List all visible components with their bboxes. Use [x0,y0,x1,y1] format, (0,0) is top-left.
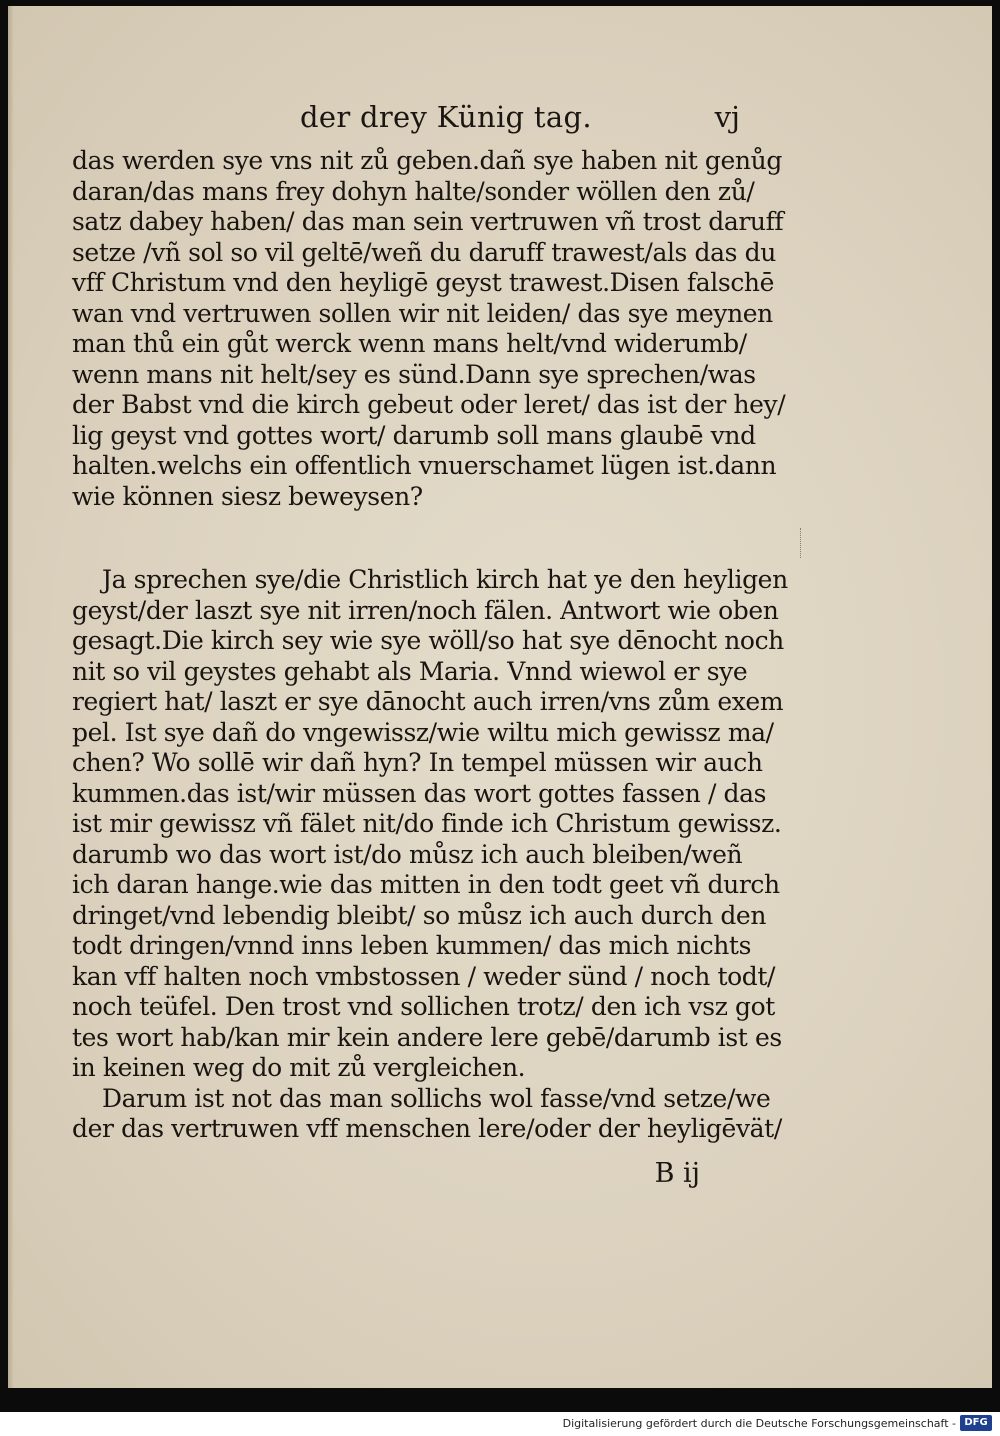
text-line: der das vertruwen vff menschen lere/oder der heyligēvät/ [72,1114,782,1143]
text-line: tes wort hab/kan mir kein andere lere gebē/darumb ist es [72,1022,782,1052]
text-line: vff Christum vnd den heyligē geyst trawest.Disen falschē [72,268,775,297]
running-title: der drey Künig tag. [300,100,592,134]
footer-bar [0,1412,1000,1436]
text-line: wenn mans nit helt/sey es sünd.Dann sye sprechen/was [72,359,756,389]
text-line: gesagt.Die kirch sey wie sye wöll/so hat sye dēnocht noch [72,626,784,655]
signature-mark: B ij [654,1158,700,1189]
text-line: chen? Wo sollē wir dañ hyn? In tempel müssen wir auch [72,748,763,777]
page-edge-shadow [8,6,14,1388]
text-line: todt dringen/vnnd inns leben kummen/ das mich nichts [72,931,751,960]
text-line: kummen.das ist/wir müssen das wort gottes fassen / das [72,778,767,808]
text-line: daran/das mans frey dohyn halte/sonder wöllen den zů/ [72,176,755,206]
text-line: halten.welchs ein offentlich vnuerschamet lügen ist.dann [72,451,777,480]
text-line: regiert hat/ laszt er sye dānocht auch irren/vns zům exem [72,687,784,716]
text-line: geyst/der laszt sye nit irren/noch fälen. Antwort wie oben [72,595,779,625]
text-line: pel. Ist sye dañ do vngewissz/wie wiltu mich gewissz ma/ [72,717,774,747]
funding-credit: Digitalisierung gefördert durch die Deutsche Forschungsgemeinschaft - [562,1417,956,1430]
text-line: Ja sprechen sye/die Christlich kirch hat ye den heyligen [102,565,788,594]
text-line: Darum ist not das man sollichs wol fasse/vnd setze/we [102,1083,771,1113]
folio-number: vj [714,100,740,134]
text-line: in keinen weg do mit zů vergleichen. [72,1053,526,1082]
dfg-logo[interactable]: DFG [960,1415,992,1431]
text-line: der Babst vnd die kirch gebeut oder leret/ das ist der hey/ [72,390,786,419]
body-text [72,146,792,1145]
margin-speck [800,528,805,558]
text-line: setze /vñ sol so vil geltē/weñ du daruff trawest/als das du [72,237,776,267]
text-line: wan vnd vertruwen sollen wir nit leiden/ das sye meynen [72,298,773,328]
text-line: darumb wo das wort ist/do můsz ich auch bleiben/weñ [72,839,743,869]
text-line: dringet/vnd lebendig bleibt/ so můsz ich auch durch den [72,900,767,930]
text-line: das werden sye vns nit zů geben.dañ sye haben nit genůg [72,146,782,175]
text-line: nit so vil geystes gehabt als Maria. Vnnd wiewol er sye [72,656,748,686]
text-line: kan vff halten noch vmbstossen / weder sünd / noch todt/ [72,961,776,991]
text-line: satz dabey haben/ das man sein vertruwen vñ trost daruff [72,207,784,236]
page-header [300,100,740,140]
text-line: man thů ein gůt werck wenn mans helt/vnd widerumb/ [72,329,747,358]
text-line: lig geyst vnd gottes wort/ darumb soll mans glaubē vnd [72,420,756,450]
paragraph-gap [72,512,792,565]
text-line: wie können siesz beweysen? [72,481,423,511]
text-line: ich daran hange.wie das mitten in den todt geet vñ durch [72,870,780,899]
text-line: noch teüfel. Den trost vnd sollichen trotz/ den ich vsz got [72,992,775,1021]
text-line: ist mir gewissz vñ fälet nit/do finde ich Christum gewissz. [72,809,782,838]
